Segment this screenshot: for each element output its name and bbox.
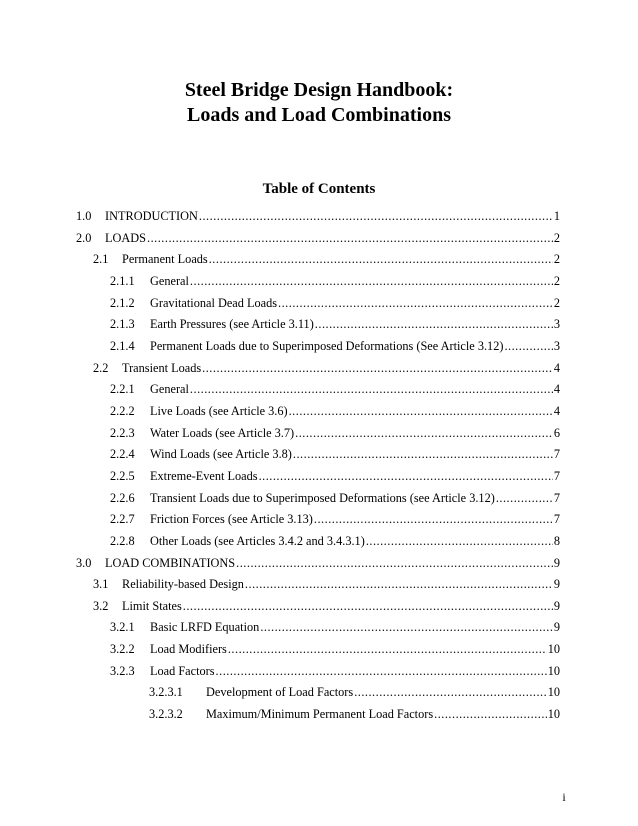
toc-entry-number: 2.2.4 <box>110 447 135 462</box>
toc-entry-number: 3.0 <box>76 555 92 570</box>
toc-entry-number: 2.2.5 <box>110 468 135 483</box>
toc-entry-page: 6 <box>553 425 560 440</box>
toc-entry[interactable] <box>76 553 560 575</box>
dot-leader <box>314 509 553 531</box>
toc-entry[interactable] <box>76 228 560 250</box>
toc-entry[interactable] <box>76 617 560 639</box>
toc-entry[interactable] <box>76 704 560 726</box>
table-of-contents <box>76 206 560 726</box>
toc-entry-label: Water Loads (see Article 3.7) <box>150 425 295 440</box>
dot-leader <box>190 379 553 401</box>
toc-entry-page: 7 <box>553 468 560 483</box>
toc-entry[interactable] <box>76 336 560 358</box>
toc-entry[interactable] <box>76 596 560 618</box>
toc-entry-page: 4 <box>553 360 560 375</box>
toc-entry-page: 9 <box>553 598 560 613</box>
toc-entry-page: 3 <box>553 317 560 332</box>
toc-entry-label: LOADS <box>105 230 146 245</box>
dot-leader <box>315 314 553 336</box>
toc-entry[interactable] <box>76 466 560 488</box>
toc-entry-page: 2 <box>553 295 560 310</box>
toc-entry-page: 9 <box>553 577 560 592</box>
toc-entry-page: 10 <box>547 707 560 722</box>
toc-entry[interactable] <box>76 423 560 445</box>
dot-leader <box>259 466 553 488</box>
dot-leader <box>295 423 553 445</box>
toc-entry[interactable] <box>76 682 560 704</box>
toc-entry-label: General <box>150 273 189 288</box>
toc-entry-page: 10 <box>547 663 560 678</box>
toc-entry-number: 3.2.3 <box>110 663 135 678</box>
toc-entry-page: 1 <box>553 209 560 223</box>
dot-leader <box>496 488 553 510</box>
toc-entry-number: 2.1.2 <box>110 295 135 310</box>
toc-entry-page: 2 <box>553 230 560 245</box>
toc-entry-label: Earth Pressures (see Article 3.11) <box>150 317 314 332</box>
toc-entry-number: 2.1.1 <box>110 273 135 288</box>
toc-entry-page: 9 <box>553 555 560 570</box>
dot-leader <box>236 553 553 575</box>
toc-entry[interactable] <box>76 293 560 315</box>
toc-entry-label: INTRODUCTION <box>105 209 198 223</box>
dot-leader <box>190 271 553 293</box>
toc-entry[interactable] <box>76 661 560 683</box>
toc-entry-label: Load Factors <box>150 663 215 678</box>
toc-entry[interactable] <box>76 488 560 510</box>
toc-entry-number: 3.2.2 <box>110 642 135 657</box>
toc-entry-page: 3 <box>553 338 560 353</box>
toc-entry[interactable] <box>76 314 560 336</box>
toc-entry-number: 2.2.1 <box>110 382 135 397</box>
toc-entry[interactable] <box>76 531 560 553</box>
dot-leader <box>228 639 547 661</box>
toc-entry-page: 9 <box>553 620 560 635</box>
toc-entry[interactable] <box>76 401 560 423</box>
toc-entry-label: Live Loads (see Article 3.6) <box>150 403 288 418</box>
toc-entry-label: LOAD COMBINATIONS <box>105 555 236 570</box>
dot-leader <box>216 661 547 683</box>
dot-leader <box>434 704 547 726</box>
document-title <box>0 78 638 128</box>
toc-entry-page: 10 <box>547 642 560 657</box>
dot-leader <box>199 206 553 228</box>
toc-entry[interactable] <box>76 206 560 228</box>
toc-entry-label: Extreme-Event Loads <box>150 468 258 483</box>
dot-leader <box>147 228 553 250</box>
toc-entry[interactable] <box>76 249 560 271</box>
dot-leader <box>278 293 553 315</box>
toc-entry-page: 7 <box>553 447 560 462</box>
toc-entry-label: Gravitational Dead Loads <box>150 295 278 310</box>
toc-entry[interactable] <box>76 379 560 401</box>
toc-entry-label: Friction Forces (see Article 3.13) <box>150 512 313 527</box>
toc-entry-number: 2.2.7 <box>110 512 135 527</box>
toc-entry-number: 2.1.4 <box>110 338 135 353</box>
toc-entry-page: 4 <box>553 403 560 418</box>
toc-entry-label: Limit States <box>122 598 182 613</box>
toc-entry-number: 2.2 <box>93 360 109 375</box>
toc-entry[interactable] <box>76 509 560 531</box>
toc-entry-number: 3.2.3.2 <box>149 707 183 722</box>
page-number: i <box>562 790 566 804</box>
toc-entry-number: 3.2 <box>93 598 109 613</box>
toc-entry-number: 2.2.8 <box>110 533 135 548</box>
toc-entry-number: 2.2.2 <box>110 403 135 418</box>
dot-leader <box>354 682 547 704</box>
toc-entry[interactable] <box>76 358 560 380</box>
toc-entry-label: Wind Loads (see Article 3.8) <box>150 447 292 462</box>
toc-entry-label: Permanent Loads <box>122 252 208 267</box>
toc-entry-number: 3.1 <box>93 577 109 592</box>
toc-entry[interactable] <box>76 271 560 293</box>
toc-entry-page: 2 <box>553 252 560 267</box>
dot-leader <box>293 444 553 466</box>
toc-entry-number: 2.1 <box>93 252 109 267</box>
toc-entry-label: General <box>150 382 189 397</box>
dot-leader <box>183 596 553 618</box>
title-line-1: Steel Bridge Design Handbook: <box>184 79 454 101</box>
toc-entry-number: 1.0 <box>76 209 92 223</box>
toc-entry-page: 4 <box>553 382 560 397</box>
dot-leader <box>245 574 553 596</box>
toc-entry-page: 2 <box>553 273 560 288</box>
toc-entry-label: Other Loads (see Articles 3.4.2 and 3.4.3.1) <box>150 533 365 548</box>
dot-leader <box>202 358 553 380</box>
toc-entry-number: 2.2.6 <box>110 490 135 505</box>
toc-entry-label: Maximum/Minimum Permanent Load Factors <box>206 707 434 722</box>
toc-entry-number: 3.2.1 <box>110 620 135 635</box>
dot-leader <box>260 617 553 639</box>
dot-leader <box>366 531 553 553</box>
toc-entry-label: Transient Loads due to Superimposed Deformations (see Article 3.12) <box>150 490 495 505</box>
toc-entry-page: 10 <box>547 685 560 700</box>
toc-entry-number: 2.2.3 <box>110 425 135 440</box>
toc-entry-number: 2.1.3 <box>110 317 135 332</box>
toc-entry-page: 7 <box>553 512 560 527</box>
dot-leader <box>209 249 553 271</box>
toc-entry-label: Transient Loads <box>122 360 202 375</box>
toc-entry-page: 8 <box>553 533 560 548</box>
toc-entry-page: 7 <box>553 490 560 505</box>
title-line-2: Loads and Load Combinations <box>187 104 451 126</box>
toc-entry-label: Permanent Loads due to Superimposed Deformations (See Article 3.12) <box>150 338 504 353</box>
toc-entry-number: 2.0 <box>76 230 92 245</box>
toc-entry[interactable] <box>76 444 560 466</box>
toc-entry-number: 3.2.3.1 <box>149 685 183 700</box>
dot-leader <box>289 401 553 423</box>
toc-entry[interactable] <box>76 574 560 596</box>
toc-entry[interactable] <box>76 639 560 661</box>
toc-entry-label: Development of Load Factors <box>206 685 354 700</box>
dot-leader <box>504 336 552 358</box>
toc-entry-label: Reliability-based Design <box>122 577 244 592</box>
toc-heading: Table of Contents <box>262 181 376 197</box>
toc-entry-label: Basic LRFD Equation <box>150 620 260 635</box>
toc-entry-label: Load Modifiers <box>150 642 227 657</box>
